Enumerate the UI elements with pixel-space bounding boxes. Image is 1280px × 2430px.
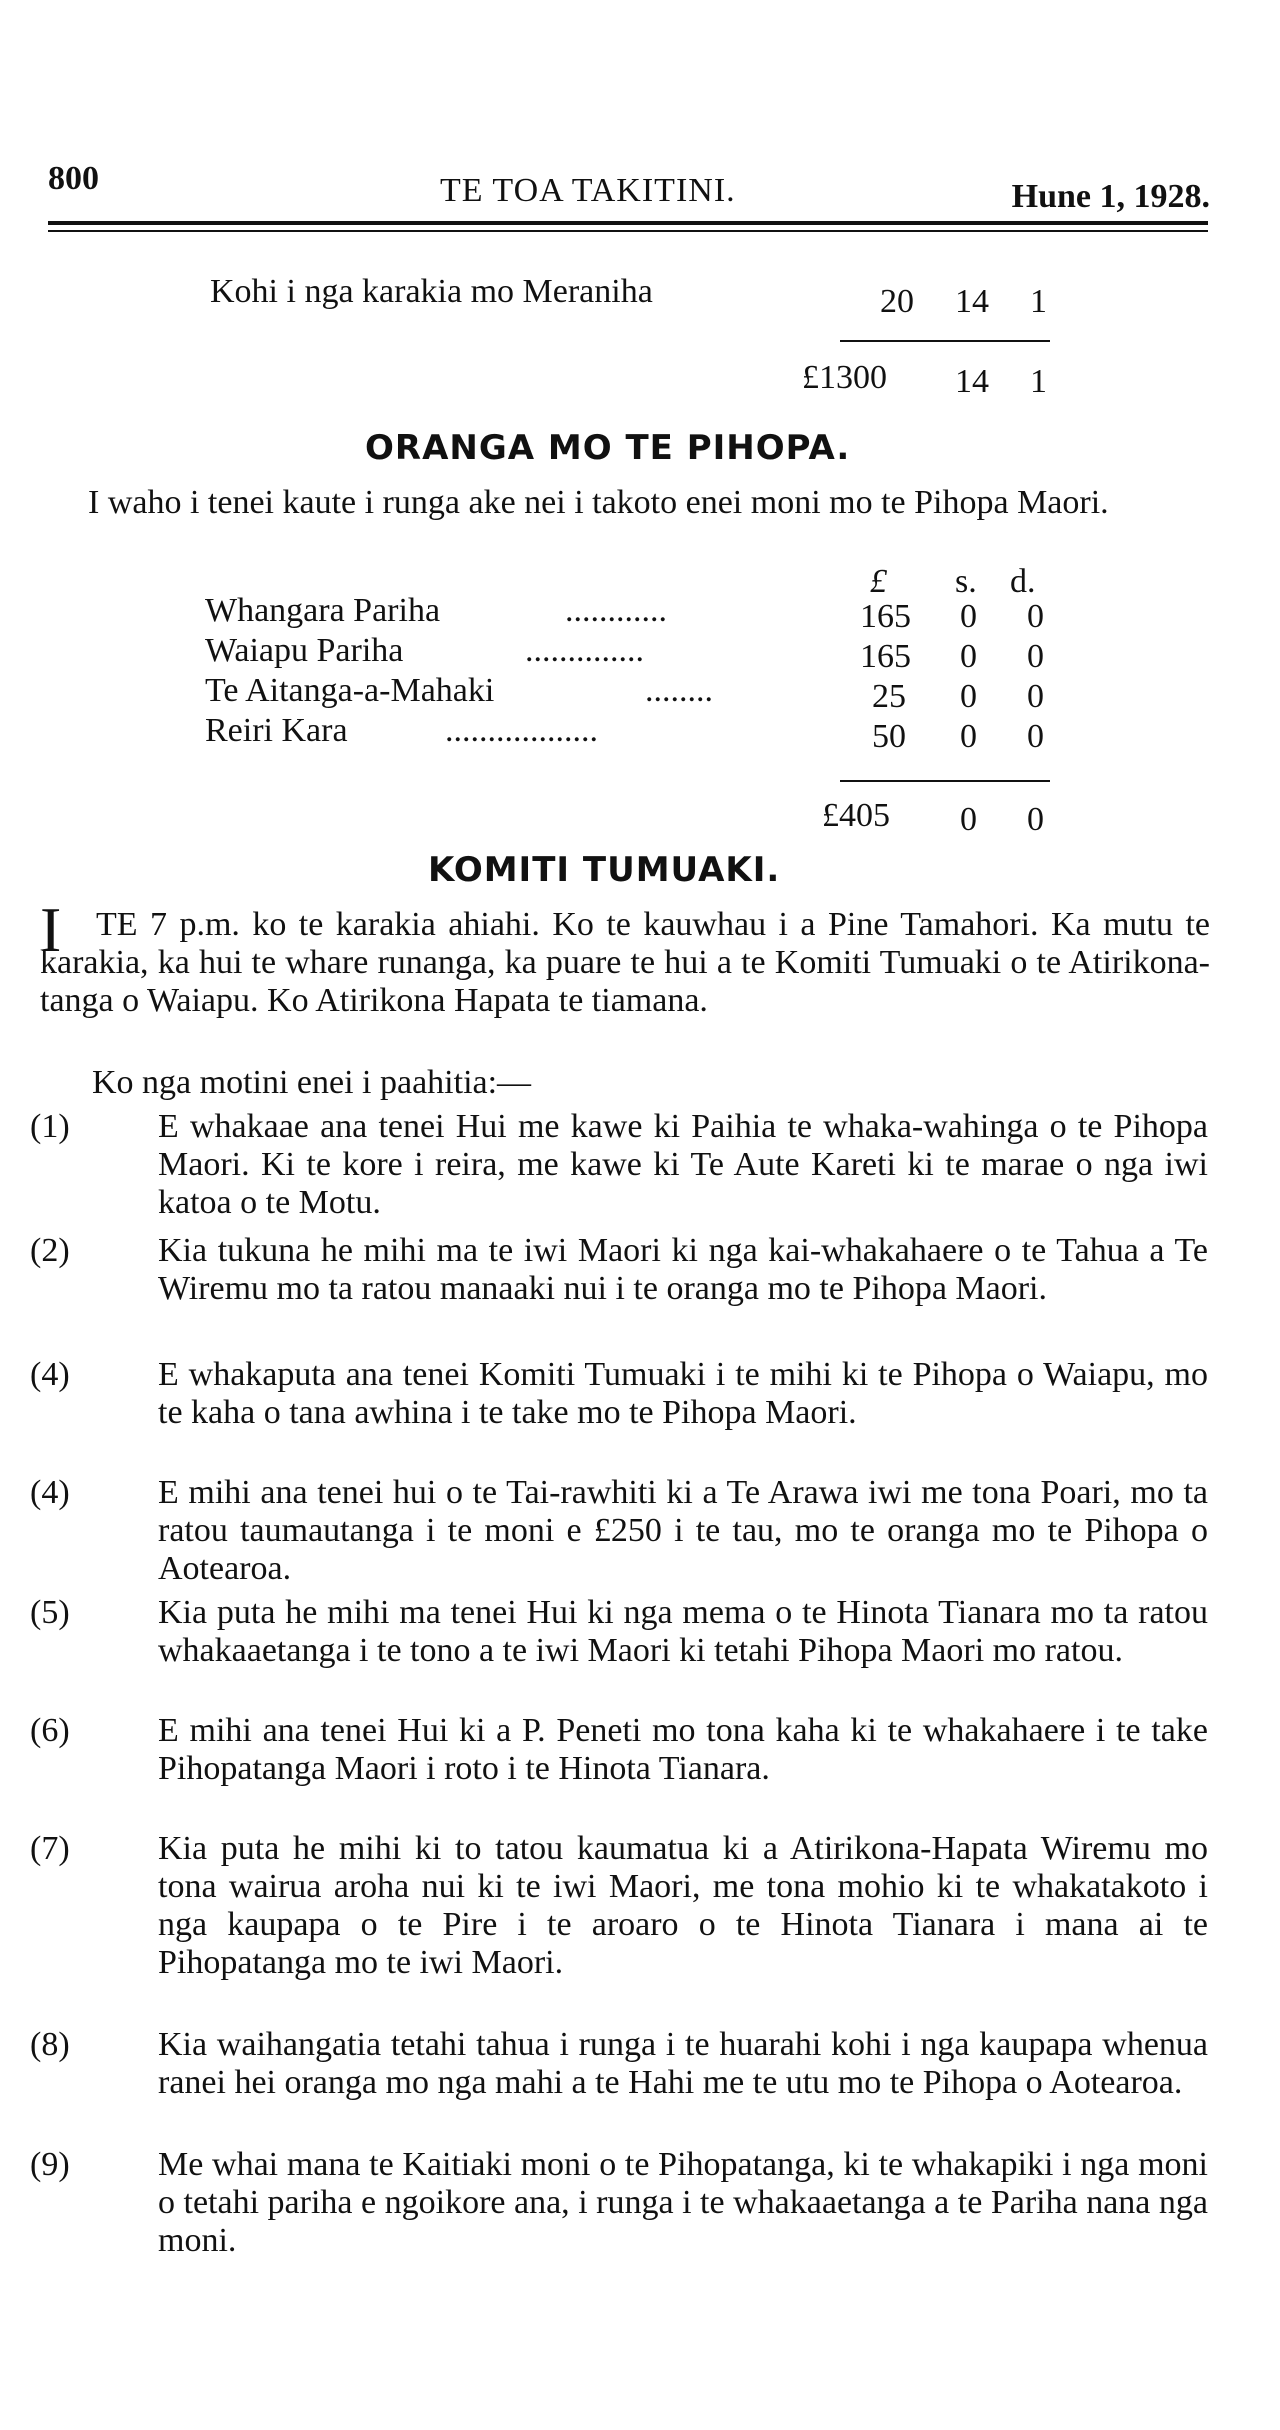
motion-text: E mihi ana tenei hui o te Tai-rawhiti ki a Te Arawa iwi me tona Poari, mo ta ratou taumautanga i te moni e £250 i te tau, mo te oranga mo te Pihopa o Aotearoa. (158, 1474, 1208, 1587)
motion-text: Kia tukuna he mihi ma te iwi Maori ki nga kai-whakahaere o te Tahua a Te Wiremu mo ta ratou manaaki nui i te oranga mo te Pihopa Maori. (158, 1232, 1208, 1307)
motion-number: (4) (30, 1356, 70, 1393)
summary-rule (840, 340, 1050, 342)
summary-pence: 1 (1030, 283, 1047, 320)
row-shillings: 0 (960, 638, 977, 675)
drop-cap: I (40, 894, 62, 965)
row-pounds: 25 (872, 678, 906, 715)
row-pence: 0 (1027, 718, 1044, 755)
table-row (205, 632, 1065, 675)
row-leader: .................. (445, 712, 598, 749)
motion-text: Kia waihangatia tetahi tahua i runga i te huarahi kohi i nga kaupapa whenua ranei hei oranga mo nga mahi a te Hahi me te utu mo te Pihopa o Aotearoa. (158, 2026, 1208, 2101)
col-shillings: s. (955, 563, 977, 600)
motion-text: E mihi ana tenei Hui ki a P. Peneti mo tona kaha ki te whakahaere i te take Pihopatanga Maori i roto i te Hinota Tianara. (158, 1712, 1208, 1787)
motion-number: (6) (30, 1712, 70, 1749)
section1-total-rule (840, 780, 1050, 782)
row-leader: ........ (645, 672, 713, 709)
motion-text: Kia puta he mihi ma tenei Hui ki nga mema o te Hinota Tianara mo ta ratou whakaaetanga i te tono a te iwi Maori ki tetahi Pihopa Maori mo ratou. (158, 1594, 1208, 1669)
summary-total-shillings: 14 (955, 363, 989, 400)
page-number: 800 (48, 160, 99, 197)
summary-label: Kohi i nga karakia mo Meraniha (210, 273, 653, 310)
publication-title: TE TOA TAKITINI. (440, 172, 736, 209)
col-pounds: £ (870, 563, 887, 600)
page-header (48, 160, 1210, 220)
col-pence: d. (1010, 563, 1036, 600)
row-pence: 0 (1027, 678, 1044, 715)
motions-lead: Ko nga motini enei i paahitia:— (92, 1064, 532, 1101)
row-name: Reiri Kara (205, 712, 348, 749)
total-pounds: £405 (822, 797, 890, 834)
motion-text: Kia puta he mihi ki to tatou kaumatua ki a Atirikona-Hapata Wiremu mo tona wairua aroha nui ki te iwi Maori, me tona mohio ki te whakatakoto i nga kaupapa o te Pire i te aroaro o te Hinota Tianara i mana ai te Pihopatanga mo te iwi Maori. (158, 1830, 1208, 1981)
summary-total-pence: 1 (1030, 363, 1047, 400)
row-pounds: 165 (860, 638, 911, 675)
row-pounds: 165 (860, 598, 911, 635)
total-shillings: 0 (960, 801, 977, 838)
row-leader: ............ (565, 592, 667, 629)
header-rule-thick (48, 221, 1208, 225)
row-shillings: 0 (960, 678, 977, 715)
total-pence: 0 (1027, 801, 1044, 838)
table-row (205, 672, 1065, 715)
row-pence: 0 (1027, 598, 1044, 635)
motion-number: (2) (30, 1232, 70, 1269)
section2-intro: TE 7 p.m. ko te karakia ahiahi. Ko te kauwhau i a Pine Tamahori. Ka mutu te karakia, ka hui te whare runanga, ka puare te hui a te Komiti Tumuaki o te Atirikona-tanga o Waiapu. Ko Atirikona Hapata te tiamana. (40, 906, 1210, 1019)
row-shillings: 0 (960, 718, 977, 755)
row-name: Whangara Pariha (205, 592, 441, 629)
row-shillings: 0 (960, 598, 977, 635)
summary-total-pounds: £1300 (802, 359, 887, 396)
row-pence: 0 (1027, 638, 1044, 675)
motion-text: E whakaputa ana tenei Komiti Tumuaki i te mihi ki te Pihopa o Waiapu, mo te kaha o tana awhina i te take mo te Pihopa Maori. (158, 1356, 1208, 1431)
summary-shillings: 14 (955, 283, 989, 320)
motion-text: Me whai mana te Kaitiaki moni o te Pihopatanga, ki te whakapiki i nga moni o tetahi pariha e ngoikore ana, i runga i te whakaaetanga a te Pariha nana nga moni. (158, 2146, 1208, 2259)
row-name: Te Aitanga-a-Mahaki (205, 672, 495, 709)
section1-intro: I waho i tenei kaute i runga ake nei i takoto enei moni mo te Pihopa Maori. (88, 484, 1109, 521)
motion-text: E whakaae ana tenei Hui me kawe ki Paihia te whaka-wahinga o te Pihopa Maori. Ki te kore i reira, me kawe ki Te Aute Kareti ki te marae o nga iwi katoa o te Motu. (158, 1108, 1208, 1221)
row-leader: .............. (525, 632, 644, 669)
table-row (205, 712, 1065, 755)
motion-number: (5) (30, 1594, 70, 1631)
section-heading-komiti: KOMITI TUMUAKI. (428, 850, 781, 890)
motion-number: (1) (30, 1108, 70, 1145)
motion-number: (9) (30, 2146, 70, 2183)
motion-number: (8) (30, 2026, 70, 2063)
table-row (205, 592, 1065, 635)
row-pounds: 50 (872, 718, 906, 755)
issue-date: Hune 1, 1928. (1011, 178, 1210, 215)
motion-number: (4) (30, 1474, 70, 1511)
row-name: Waiapu Pariha (205, 632, 404, 669)
header-rule-thin (48, 230, 1208, 232)
summary-pounds: 20 (880, 283, 914, 320)
motion-number: (7) (30, 1830, 70, 1867)
section-heading-oranga: ORANGA MO TE PIHOPA. (365, 428, 851, 468)
